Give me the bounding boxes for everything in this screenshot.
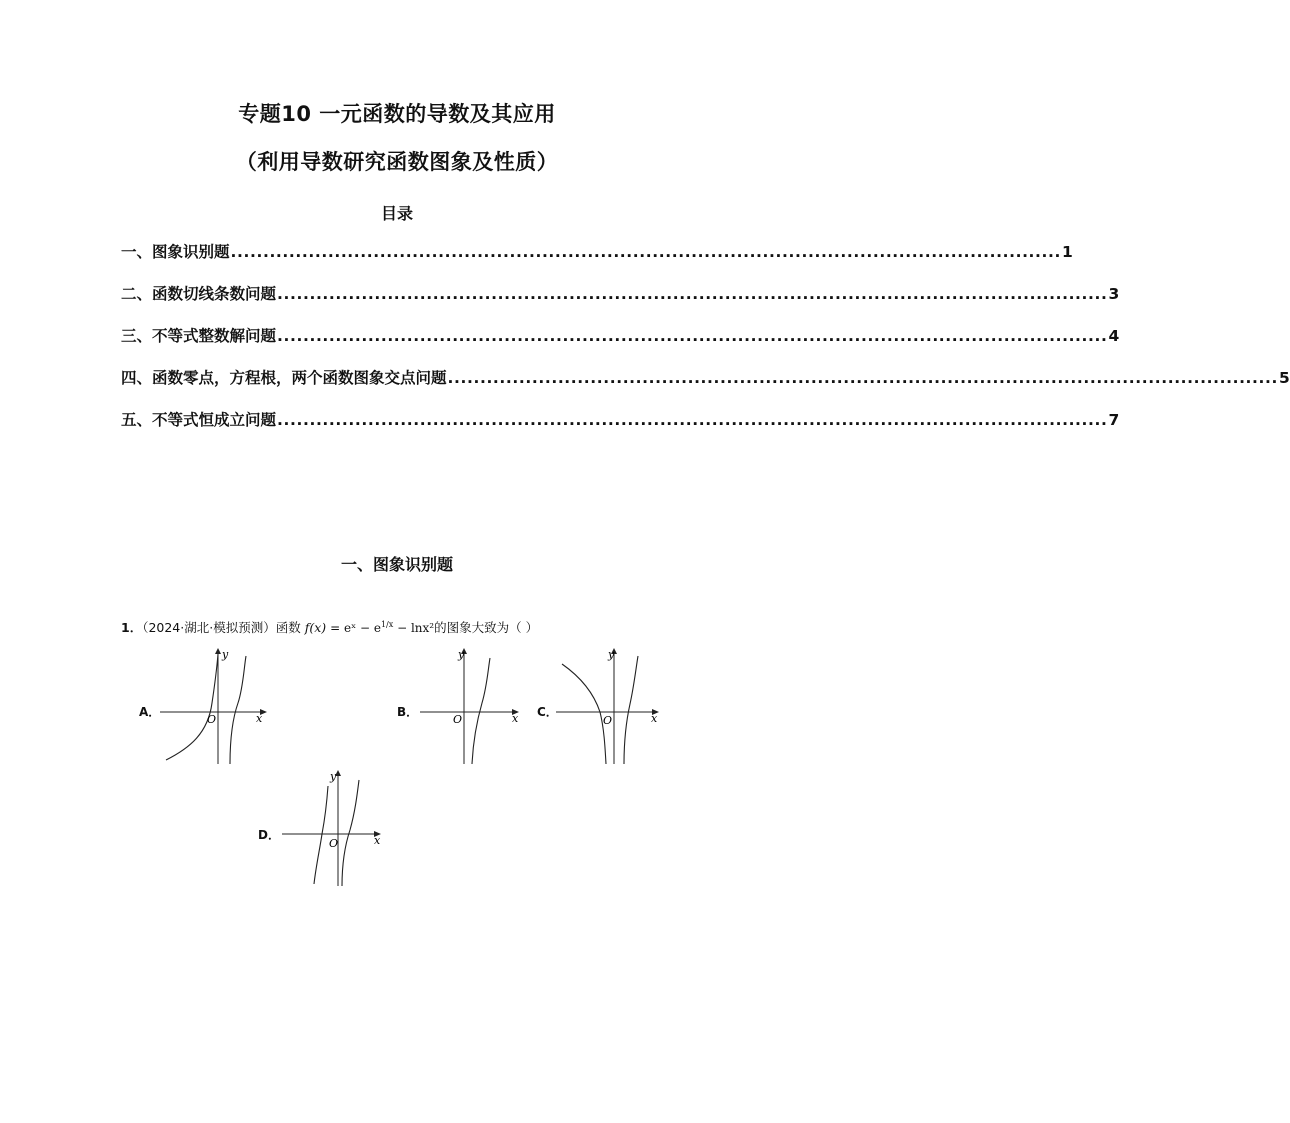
y-axis-label: y <box>608 648 615 661</box>
toc-heading: 目录 <box>380 204 413 223</box>
question-suffix: 的图象大致为（ ） <box>434 620 539 635</box>
function-formula: = eˣ − $e^{1/x} - \ln x^2$ <box>330 620 435 635</box>
toc-item-page: 1 <box>1062 243 1073 261</box>
curve-right <box>624 656 638 764</box>
curve-right <box>472 658 490 764</box>
question-number: 1． <box>121 620 143 635</box>
origin-label: O <box>207 713 217 726</box>
option-a-graph[interactable] <box>160 648 270 766</box>
x-axis-label: x <box>374 834 381 847</box>
toc-item-page: 4 <box>1108 327 1120 345</box>
toc-leader-dots: ................................................................................................................................ <box>277 285 1108 303</box>
question-source: （2024·湖北·模拟预测）函数 <box>142 620 301 635</box>
toc-leader-dots: ................................................................................................................................ <box>277 327 1108 345</box>
table-of-contents <box>121 240 1290 450</box>
question-stem <box>121 618 538 636</box>
document-title: 专题10 一元函数的导数及其应用 <box>238 102 556 126</box>
origin-label: O <box>453 713 463 726</box>
x-axis-label: x <box>512 712 519 725</box>
toc-leader-dots: ................................................................................................................................ <box>230 243 1062 261</box>
toc-leader-dots: ................................................................................................................................ <box>277 411 1108 429</box>
curve-right <box>342 780 359 886</box>
toc-item-page: 7 <box>1108 411 1120 429</box>
toc-item-page: 5 <box>1279 369 1290 387</box>
curve-left <box>314 786 328 884</box>
curve-right <box>230 656 246 764</box>
x-axis-label: x <box>651 712 658 725</box>
y-axis-arrow-icon <box>215 648 221 654</box>
option-b-label[interactable]: B． <box>397 705 419 719</box>
origin-label: O <box>329 837 339 850</box>
y-axis-label: y <box>458 648 465 661</box>
section-heading: 一、图象识别题 <box>340 555 453 574</box>
document-subtitle: （利用导数研究函数图象及性质） <box>235 150 559 174</box>
toc-leader-dots: ................................................................................................................................ <box>447 369 1279 387</box>
toc-item-label: 一、图象识别题 <box>121 243 230 261</box>
y-axis-label: y <box>222 648 229 661</box>
function-name: f(x) <box>304 620 327 635</box>
toc-item-page: 3 <box>1108 285 1120 303</box>
x-axis-label: x <box>256 712 263 725</box>
y-axis-label: y <box>330 770 337 783</box>
option-c-graph[interactable] <box>556 648 666 766</box>
curve-left <box>562 664 606 764</box>
toc-item[interactable] <box>121 240 1073 282</box>
formula-exponent: 1/x <box>380 620 394 629</box>
toc-item[interactable] <box>121 324 1120 366</box>
toc-item[interactable] <box>121 366 1290 408</box>
origin-label: O <box>603 714 613 727</box>
option-a-label[interactable]: A． <box>139 705 161 719</box>
toc-item[interactable] <box>121 408 1120 450</box>
curve-left <box>166 654 218 760</box>
option-d-graph[interactable] <box>282 770 392 888</box>
option-d-label[interactable]: D． <box>258 828 280 842</box>
toc-item-label: 三、不等式整数解问题 <box>121 327 277 345</box>
option-b-graph[interactable] <box>420 648 530 766</box>
toc-item-label: 二、函数切线条数问题 <box>121 285 277 303</box>
toc-item-label: 五、不等式恒成立问题 <box>121 411 277 429</box>
option-c-label[interactable]: C． <box>537 705 558 719</box>
toc-item[interactable] <box>121 282 1120 324</box>
toc-item-label: 四、函数零点，方程根，两个函数图象交点问题 <box>121 369 447 387</box>
